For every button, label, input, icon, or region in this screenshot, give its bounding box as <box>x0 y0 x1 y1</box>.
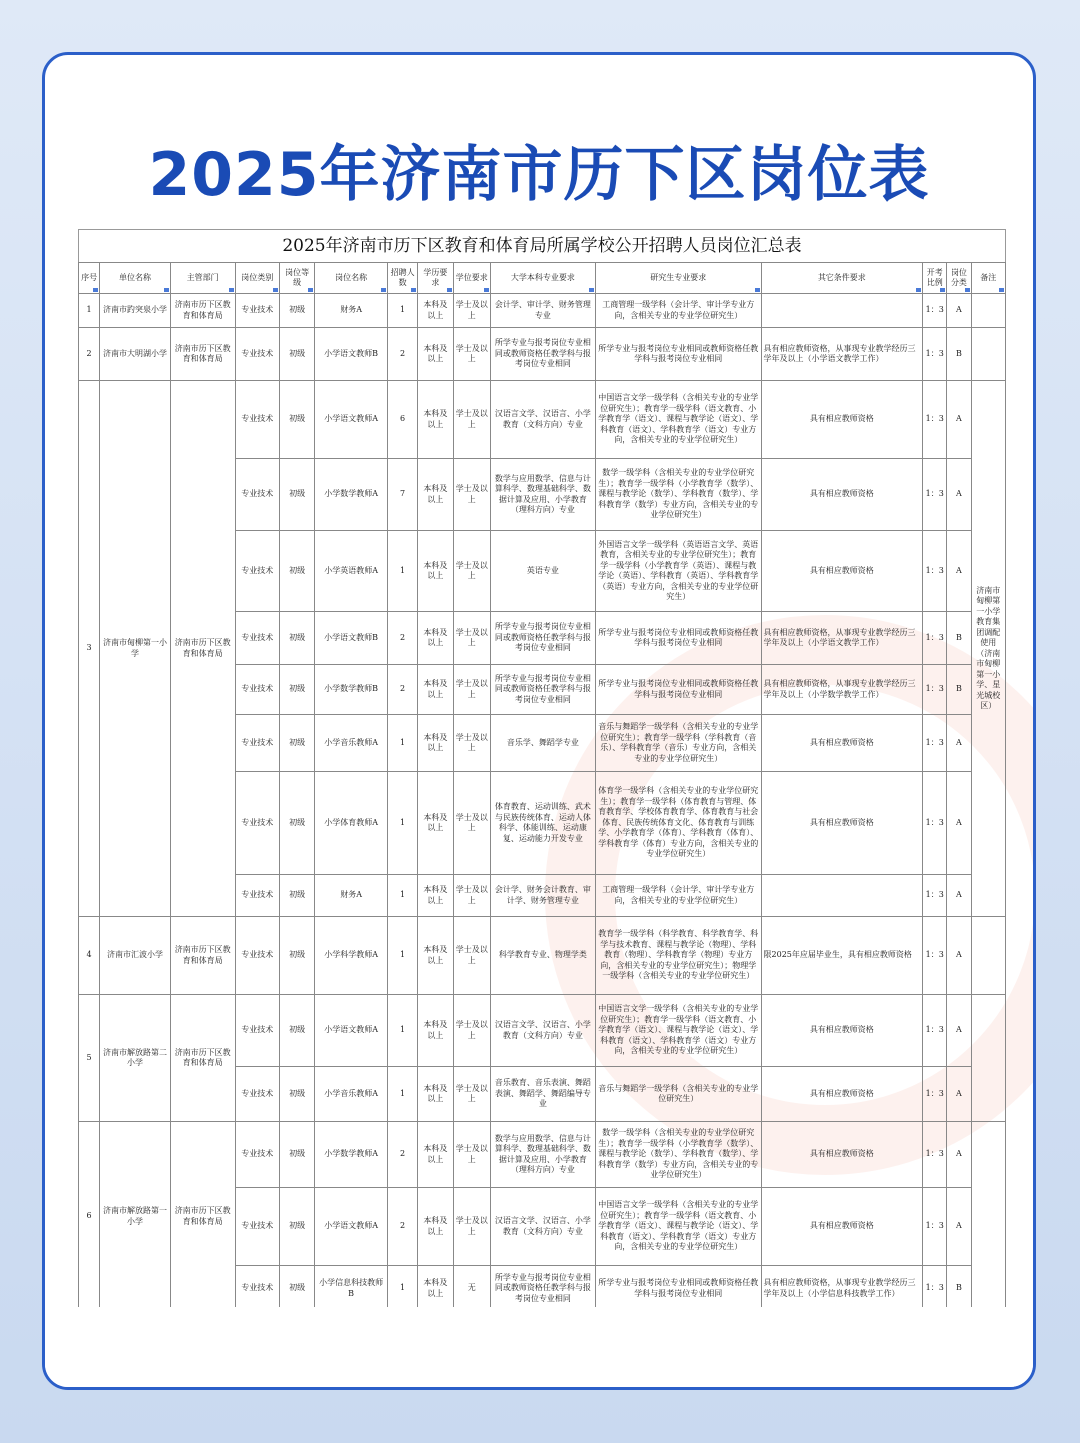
cell-undergrad-major[interactable]: 数学与应用数学、信息与计算科学、数理基础科学、数据计算及应用、小学教育（理科方向）专业 <box>490 1122 595 1188</box>
cell-ratio[interactable]: 1：3 <box>923 1188 947 1266</box>
filter-dropdown-icon[interactable] <box>93 288 98 292</box>
col-header[interactable]: 主管部门 <box>170 263 235 294</box>
cell-level[interactable]: 初级 <box>279 917 314 995</box>
cell-ratio[interactable]: 1：3 <box>923 917 947 995</box>
cell-ratio[interactable]: 1：3 <box>923 665 947 715</box>
cell-postgrad-major[interactable]: 数学一级学科（含相关专业的专业学位研究生）；教育学一级学科（小学教育学（数学）、课程与教学论（数学）、学科教育（数学）、学科教育学（数学）专业方向，含相关专业的专业学位研究生） <box>595 1122 761 1188</box>
cell-degree[interactable]: 学士及以上 <box>453 715 490 772</box>
cell-count[interactable]: 1 <box>387 531 417 612</box>
cell-degree[interactable]: 学士及以上 <box>453 1067 490 1122</box>
cell-level[interactable]: 初级 <box>279 875 314 917</box>
cell-postgrad-major[interactable]: 教育学一级学科（科学教育、科学教育学、科学与技术教育、课程与教学论（物理）、学科教育（物理）、学科教育学（物理）专业方向，含相关专业的专业学位研究生）；物理学一级学科（含相关专业的专业学位研究生） <box>595 917 761 995</box>
cell-undergrad-major[interactable]: 所学专业与报考岗位专业相同或教师资格任教学科与报考岗位专业相同 <box>490 328 595 381</box>
cell-postgrad-major[interactable]: 外国语言文学一级学科（英语语言文学、英语教育，含相关专业的专业学位研究生）；教育学一级学科（小学教育学（英语）、课程与教学论（英语）、学科教育（英语）、学科教育学（英语）专业方向，含相关专业的专业学位研究生） <box>595 531 761 612</box>
cell-ratio[interactable]: 1：3 <box>923 772 947 875</box>
cell-post[interactable]: 小学信息科技教师B <box>315 1266 388 1312</box>
cell-category[interactable]: 专业技术 <box>235 995 279 1067</box>
cell-class[interactable]: A <box>947 381 971 459</box>
cell-ratio[interactable]: 1：3 <box>923 715 947 772</box>
cell-unit[interactable]: 济南市汇波小学 <box>100 917 171 995</box>
filter-dropdown-icon[interactable] <box>411 288 416 292</box>
cell-other-requirements[interactable]: 具有相应教师资格 <box>761 1122 923 1188</box>
cell-other-requirements[interactable]: 具有相应教师资格 <box>761 459 923 531</box>
cell-category[interactable]: 专业技术 <box>235 1188 279 1266</box>
cell-dept[interactable]: 济南市历下区教育和体育局 <box>170 917 235 995</box>
cell-other-requirements[interactable]: 具有相应教师资格 <box>761 531 923 612</box>
cell-undergrad-major[interactable]: 汉语言文学、汉语言、小学教育（文科方向）专业 <box>490 381 595 459</box>
cell-class[interactable]: A <box>947 995 971 1067</box>
cell-degree[interactable]: 学士及以上 <box>453 294 490 328</box>
cell-note[interactable] <box>971 995 1005 1122</box>
cell-undergrad-major[interactable]: 会计学、财务会计教育、审计学、财务管理专业 <box>490 875 595 917</box>
cell-undergrad-major[interactable]: 所学专业与报考岗位专业相同或教师资格任教学科与报考岗位专业相同 <box>490 665 595 715</box>
cell-undergrad-major[interactable]: 科学教育专业、物理学类 <box>490 917 595 995</box>
cell-post[interactable]: 小学科学教师A <box>315 917 388 995</box>
table-row <box>79 381 1006 459</box>
cell-undergrad-major[interactable]: 汉语言文学、汉语言、小学教育（文科方向）专业 <box>490 995 595 1067</box>
cell-unit[interactable]: 济南市解放路第一小学 <box>100 1122 171 1312</box>
cell-category[interactable]: 专业技术 <box>235 381 279 459</box>
header-row <box>79 263 1006 294</box>
cell-post[interactable]: 小学语文教师A <box>315 381 388 459</box>
cell-level[interactable]: 初级 <box>279 715 314 772</box>
col-header[interactable]: 学历要求 <box>418 263 453 294</box>
cell-unit[interactable]: 济南市趵突泉小学 <box>100 294 171 328</box>
cell-education[interactable]: 本科及以上 <box>418 294 453 328</box>
cell-post[interactable]: 小学体育教师A <box>315 772 388 875</box>
cell-post[interactable]: 小学音乐教师A <box>315 1067 388 1122</box>
cell-no[interactable]: 6 <box>79 1122 100 1312</box>
cell-count[interactable]: 1 <box>387 917 417 995</box>
cell-degree[interactable]: 学士及以上 <box>453 612 490 665</box>
filter-dropdown-icon[interactable] <box>164 288 169 292</box>
cell-count[interactable]: 1 <box>387 995 417 1067</box>
cell-unit[interactable]: 济南市甸柳第一小学 <box>100 381 171 917</box>
cell-ratio[interactable]: 1：3 <box>923 328 947 381</box>
cell-count[interactable]: 1 <box>387 1067 417 1122</box>
cell-post[interactable]: 财务A <box>315 875 388 917</box>
cell-education[interactable]: 本科及以上 <box>418 772 453 875</box>
cell-category[interactable]: 专业技术 <box>235 531 279 612</box>
cell-degree[interactable]: 学士及以上 <box>453 459 490 531</box>
cell-postgrad-major[interactable]: 所学专业与报考岗位专业相同或教师资格任教学科与报考岗位专业相同 <box>595 1266 761 1312</box>
positions-table <box>78 262 1006 1312</box>
cell-education[interactable]: 本科及以上 <box>418 665 453 715</box>
cell-post[interactable]: 小学数学教师A <box>315 459 388 531</box>
cell-ratio[interactable]: 1：3 <box>923 381 947 459</box>
col-header[interactable]: 其它条件要求 <box>761 263 923 294</box>
cell-count[interactable]: 1 <box>387 875 417 917</box>
cell-count[interactable]: 1 <box>387 294 417 328</box>
cell-count[interactable]: 1 <box>387 1266 417 1312</box>
cell-postgrad-major[interactable]: 音乐与舞蹈学一级学科（含相关专业的专业学位研究生）；教育学一级学科（学科教育（音乐）、学科教育学（音乐）专业方向，含相关专业的专业学位研究生） <box>595 715 761 772</box>
col-header[interactable]: 开考比例 <box>923 263 947 294</box>
cell-category[interactable]: 专业技术 <box>235 1122 279 1188</box>
cell-post[interactable]: 小学数学教师B <box>315 665 388 715</box>
cell-level[interactable]: 初级 <box>279 995 314 1067</box>
cell-level[interactable]: 初级 <box>279 328 314 381</box>
cell-level[interactable]: 初级 <box>279 381 314 459</box>
cell-degree[interactable]: 学士及以上 <box>453 328 490 381</box>
col-header[interactable]: 序号 <box>79 263 100 294</box>
cell-unit[interactable]: 济南市解放路第二小学 <box>100 995 171 1122</box>
cell-count[interactable]: 2 <box>387 1188 417 1266</box>
cell-education[interactable]: 本科及以上 <box>418 612 453 665</box>
filter-dropdown-icon[interactable] <box>273 288 278 292</box>
cell-education[interactable]: 本科及以上 <box>418 459 453 531</box>
cell-dept[interactable]: 济南市历下区教育和体育局 <box>170 294 235 328</box>
cell-other-requirements[interactable]: 具有相应教师资格 <box>761 1067 923 1122</box>
filter-dropdown-icon[interactable] <box>916 288 921 292</box>
cell-degree[interactable]: 学士及以上 <box>453 772 490 875</box>
cell-class[interactable]: A <box>947 1188 971 1266</box>
cell-class[interactable]: A <box>947 1122 971 1188</box>
cell-dept[interactable]: 济南市历下区教育和体育局 <box>170 995 235 1122</box>
cell-degree[interactable]: 学士及以上 <box>453 665 490 715</box>
col-header[interactable]: 岗位等级 <box>279 263 314 294</box>
cell-class[interactable]: B <box>947 612 971 665</box>
cell-ratio[interactable]: 1：3 <box>923 1266 947 1312</box>
cell-note[interactable] <box>971 294 1005 328</box>
filter-dropdown-icon[interactable] <box>308 288 313 292</box>
cell-degree[interactable]: 学士及以上 <box>453 917 490 995</box>
cell-postgrad-major[interactable]: 所学专业与报考岗位专业相同或教师资格任教学科与报考岗位专业相同 <box>595 328 761 381</box>
filter-dropdown-icon[interactable] <box>447 288 452 292</box>
table-row <box>79 1122 1006 1188</box>
cell-level[interactable]: 初级 <box>279 1188 314 1266</box>
cell-other-requirements[interactable]: 具有相应教师资格，从事现专业教学经历三学年及以上（小学语文教学工作） <box>761 612 923 665</box>
cell-unit[interactable]: 济南市大明湖小学 <box>100 328 171 381</box>
cell-dept[interactable]: 济南市历下区教育和体育局 <box>170 1122 235 1312</box>
cell-category[interactable]: 专业技术 <box>235 1067 279 1122</box>
filter-dropdown-icon[interactable] <box>589 288 594 292</box>
cell-class[interactable]: A <box>947 715 971 772</box>
cell-post[interactable]: 小学语文教师A <box>315 1188 388 1266</box>
table-row <box>79 328 1006 381</box>
cell-count[interactable]: 7 <box>387 459 417 531</box>
cell-post[interactable]: 小学语文教师B <box>315 612 388 665</box>
table-row <box>79 995 1006 1067</box>
cell-dept[interactable]: 济南市历下区教育和体育局 <box>170 328 235 381</box>
cell-education[interactable]: 本科及以上 <box>418 1067 453 1122</box>
cell-undergrad-major[interactable]: 英语专业 <box>490 531 595 612</box>
cell-education[interactable]: 本科及以上 <box>418 917 453 995</box>
cell-degree[interactable]: 学士及以上 <box>453 875 490 917</box>
filter-dropdown-icon[interactable] <box>965 288 970 292</box>
cell-ratio[interactable]: 1：3 <box>923 875 947 917</box>
cell-education[interactable]: 本科及以上 <box>418 381 453 459</box>
cell-ratio[interactable]: 1：3 <box>923 612 947 665</box>
cell-ratio[interactable]: 1：3 <box>923 1067 947 1122</box>
table-row <box>79 294 1006 328</box>
cell-level[interactable]: 初级 <box>279 772 314 875</box>
sheet-title: 2025年济南市历下区教育和体育局所属学校公开招聘人员岗位汇总表 <box>78 229 1006 262</box>
cell-education[interactable]: 本科及以上 <box>418 1266 453 1312</box>
filter-dropdown-icon[interactable] <box>381 288 386 292</box>
cell-level[interactable]: 初级 <box>279 294 314 328</box>
cell-ratio[interactable]: 1：3 <box>923 1122 947 1188</box>
cell-other-requirements[interactable]: 限2025年应届毕业生，具有相应教师资格 <box>761 917 923 995</box>
col-header[interactable]: 学位要求 <box>453 263 490 294</box>
cell-education[interactable]: 本科及以上 <box>418 1122 453 1188</box>
col-header[interactable]: 研究生专业要求 <box>595 263 761 294</box>
cell-education[interactable]: 本科及以上 <box>418 875 453 917</box>
cell-category[interactable]: 专业技术 <box>235 459 279 531</box>
cell-education[interactable]: 本科及以上 <box>418 1188 453 1266</box>
cell-other-requirements[interactable]: 具有相应教师资格 <box>761 381 923 459</box>
cell-undergrad-major[interactable]: 数学与应用数学、信息与计算科学、数理基础科学、数据计算及应用、小学教育（理科方向）专业 <box>490 459 595 531</box>
cell-class[interactable]: B <box>947 328 971 381</box>
cell-count[interactable]: 1 <box>387 772 417 875</box>
cell-no[interactable]: 2 <box>79 328 100 381</box>
cell-ratio[interactable]: 1：3 <box>923 294 947 328</box>
cell-count[interactable]: 2 <box>387 1122 417 1188</box>
filter-dropdown-icon[interactable] <box>755 288 760 292</box>
cell-level[interactable]: 初级 <box>279 1067 314 1122</box>
poster-card <box>42 52 1036 1390</box>
col-header[interactable]: 招聘人数 <box>387 263 417 294</box>
cell-degree[interactable]: 学士及以上 <box>453 1188 490 1266</box>
cell-class[interactable]: B <box>947 1266 971 1312</box>
cell-note[interactable] <box>971 328 1005 381</box>
cell-other-requirements[interactable]: 具有相应教师资格 <box>761 995 923 1067</box>
cell-count[interactable]: 6 <box>387 381 417 459</box>
table-row <box>79 917 1006 995</box>
cell-category[interactable]: 专业技术 <box>235 875 279 917</box>
cell-undergrad-major[interactable]: 所学专业与报考岗位专业相同或教师资格任教学科与报考岗位专业相同 <box>490 1266 595 1312</box>
cell-degree[interactable]: 学士及以上 <box>453 531 490 612</box>
cell-note[interactable]: 济南市甸柳第一小学教育集团调配使用（济南市甸柳第一小学、星光城校区） <box>971 381 1005 917</box>
cell-undergrad-major[interactable]: 音乐教育、音乐表演、舞蹈表演、舞蹈学、舞蹈编导专业 <box>490 1067 595 1122</box>
cell-other-requirements[interactable]: 具有相应教师资格，从事现专业教学经历三学年及以上（小学信息科技教学工作） <box>761 1266 923 1312</box>
cell-no[interactable]: 4 <box>79 917 100 995</box>
col-header[interactable]: 大学本科专业要求 <box>490 263 595 294</box>
col-header[interactable]: 单位名称 <box>100 263 171 294</box>
cell-ratio[interactable]: 1：3 <box>923 995 947 1067</box>
cell-post[interactable]: 小学语文教师A <box>315 995 388 1067</box>
cell-degree[interactable]: 学士及以上 <box>453 1122 490 1188</box>
cell-education[interactable]: 本科及以上 <box>418 531 453 612</box>
cell-postgrad-major[interactable]: 中国语言文学一级学科（含相关专业的专业学位研究生）；教育学一级学科（语文教育、小学教育学（语文）、课程与教学论（语文）、学科教育（语文）、学科教育学（语文）专业方向，含相关专业的专业学位研究生） <box>595 381 761 459</box>
cell-category[interactable]: 专业技术 <box>235 612 279 665</box>
cell-post[interactable]: 小学英语教师A <box>315 531 388 612</box>
cell-post[interactable]: 小学数学教师A <box>315 1122 388 1188</box>
cell-note[interactable] <box>971 917 1005 995</box>
cell-no[interactable]: 5 <box>79 995 100 1122</box>
cell-post[interactable]: 小学语文教师B <box>315 328 388 381</box>
cell-postgrad-major[interactable]: 工商管理一级学科（会计学、审计学专业方向，含相关专业的专业学位研究生） <box>595 875 761 917</box>
cell-count[interactable]: 2 <box>387 612 417 665</box>
col-header[interactable]: 岗位名称 <box>315 263 388 294</box>
spreadsheet <box>78 229 1006 1312</box>
cell-undergrad-major[interactable]: 所学专业与报考岗位专业相同或教师资格任教学科与报考岗位专业相同 <box>490 612 595 665</box>
cell-other-requirements[interactable] <box>761 875 923 917</box>
cell-note[interactable] <box>971 1122 1005 1312</box>
cell-dept[interactable]: 济南市历下区教育和体育局 <box>170 381 235 917</box>
cell-degree[interactable]: 无 <box>453 1266 490 1312</box>
cell-postgrad-major[interactable]: 中国语言文学一级学科（含相关专业的专业学位研究生）；教育学一级学科（语文教育、小学教育学（语文）、课程与教学论（语文）、学科教育（语文）、学科教育学（语文）专业方向，含相关专业的专业学位研究生） <box>595 1188 761 1266</box>
cell-class[interactable]: A <box>947 1067 971 1122</box>
cell-postgrad-major[interactable]: 所学专业与报考岗位专业相同或教师资格任教学科与报考岗位专业相同 <box>595 665 761 715</box>
card-bottom-margin <box>45 1307 1033 1387</box>
cell-category[interactable]: 专业技术 <box>235 917 279 995</box>
filter-dropdown-icon[interactable] <box>229 288 234 292</box>
page-title: 2025年济南市历下区岗位表 <box>148 140 930 210</box>
cell-postgrad-major[interactable]: 音乐与舞蹈学一级学科（含相关专业的专业学位研究生） <box>595 1067 761 1122</box>
cell-undergrad-major[interactable]: 汉语言文学、汉语言、小学教育（文科方向）专业 <box>490 1188 595 1266</box>
cell-postgrad-major[interactable]: 中国语言文学一级学科（含相关专业的专业学位研究生）；教育学一级学科（语文教育、小学教育学（语文）、课程与教学论（语文）、学科教育（语文）、学科教育学（语文）专业方向，含相关专业的专业学位研究生） <box>595 995 761 1067</box>
cell-education[interactable]: 本科及以上 <box>418 995 453 1067</box>
cell-level[interactable]: 初级 <box>279 1122 314 1188</box>
cell-other-requirements[interactable]: 具有相应教师资格 <box>761 772 923 875</box>
cell-class[interactable]: B <box>947 665 971 715</box>
cell-no[interactable]: 3 <box>79 381 100 917</box>
cell-category[interactable]: 专业技术 <box>235 294 279 328</box>
filter-dropdown-icon[interactable] <box>999 288 1004 292</box>
cell-level[interactable]: 初级 <box>279 612 314 665</box>
cell-count[interactable]: 2 <box>387 665 417 715</box>
cell-undergrad-major[interactable]: 音乐学、舞蹈学专业 <box>490 715 595 772</box>
cell-degree[interactable]: 学士及以上 <box>453 381 490 459</box>
cell-class[interactable]: A <box>947 917 971 995</box>
cell-count[interactable]: 1 <box>387 715 417 772</box>
cell-class[interactable]: A <box>947 459 971 531</box>
cell-class[interactable]: A <box>947 294 971 328</box>
cell-category[interactable]: 专业技术 <box>235 665 279 715</box>
cell-level[interactable]: 初级 <box>279 665 314 715</box>
cell-postgrad-major[interactable]: 数学一级学科（含相关专业的专业学位研究生）；教育学一级学科（小学教育学（数学）、课程与教学论（数学）、学科教育（数学）、学科教育学（数学）专业方向，含相关专业的专业学位研究生） <box>595 459 761 531</box>
cell-class[interactable]: A <box>947 531 971 612</box>
cell-level[interactable]: 初级 <box>279 1266 314 1312</box>
cell-undergrad-major[interactable]: 体育教育、运动训练、武术与民族传统体育、运动人体科学、体能训练、运动康复、运动能力开发专业 <box>490 772 595 875</box>
cell-undergrad-major[interactable]: 会计学、审计学、财务管理专业 <box>490 294 595 328</box>
cell-postgrad-major[interactable]: 所学专业与报考岗位专业相同或教师资格任教学科与报考岗位专业相同 <box>595 612 761 665</box>
cell-postgrad-major[interactable]: 体育学一级学科（含相关专业的专业学位研究生）；教育学一级学科（体育教育与管理、体育教育学、学校体育教育学、体育教育与社会体育、民族传统体育文化、体育教育与训练学、小学教育学（体育）、学科教育（体育）、学科教育学（体育）专业方向，含相关专业的专业学位研究生） <box>595 772 761 875</box>
cell-other-requirements[interactable]: 具有相应教师资格 <box>761 1188 923 1266</box>
cell-education[interactable]: 本科及以上 <box>418 328 453 381</box>
cell-level[interactable]: 初级 <box>279 459 314 531</box>
cell-other-requirements[interactable]: 具有相应教师资格 <box>761 715 923 772</box>
cell-other-requirements[interactable]: 具有相应教师资格，从事现专业教学经历三学年及以上（小学语文教学工作） <box>761 328 923 381</box>
cell-other-requirements[interactable]: 具有相应教师资格，从事现专业教学经历三学年及以上（小学数学教学工作） <box>761 665 923 715</box>
cell-post[interactable]: 财务A <box>315 294 388 328</box>
col-header[interactable]: 备注 <box>971 263 1005 294</box>
filter-dropdown-icon[interactable] <box>940 288 945 292</box>
cell-category[interactable]: 专业技术 <box>235 772 279 875</box>
filter-dropdown-icon[interactable] <box>484 288 489 292</box>
cell-level[interactable]: 初级 <box>279 531 314 612</box>
cell-class[interactable]: A <box>947 875 971 917</box>
cell-other-requirements[interactable] <box>761 294 923 328</box>
cell-ratio[interactable]: 1：3 <box>923 531 947 612</box>
cell-no[interactable]: 1 <box>79 294 100 328</box>
cell-post[interactable]: 小学音乐教师A <box>315 715 388 772</box>
cell-education[interactable]: 本科及以上 <box>418 715 453 772</box>
col-header[interactable]: 岗位类别 <box>235 263 279 294</box>
cell-category[interactable]: 专业技术 <box>235 1266 279 1312</box>
cell-degree[interactable]: 学士及以上 <box>453 995 490 1067</box>
cell-category[interactable]: 专业技术 <box>235 715 279 772</box>
col-header[interactable]: 岗位分类 <box>947 263 971 294</box>
cell-category[interactable]: 专业技术 <box>235 328 279 381</box>
cell-count[interactable]: 2 <box>387 328 417 381</box>
cell-ratio[interactable]: 1：3 <box>923 459 947 531</box>
cell-postgrad-major[interactable]: 工商管理一级学科（会计学、审计学专业方向，含相关专业的专业学位研究生） <box>595 294 761 328</box>
cell-class[interactable]: A <box>947 772 971 875</box>
